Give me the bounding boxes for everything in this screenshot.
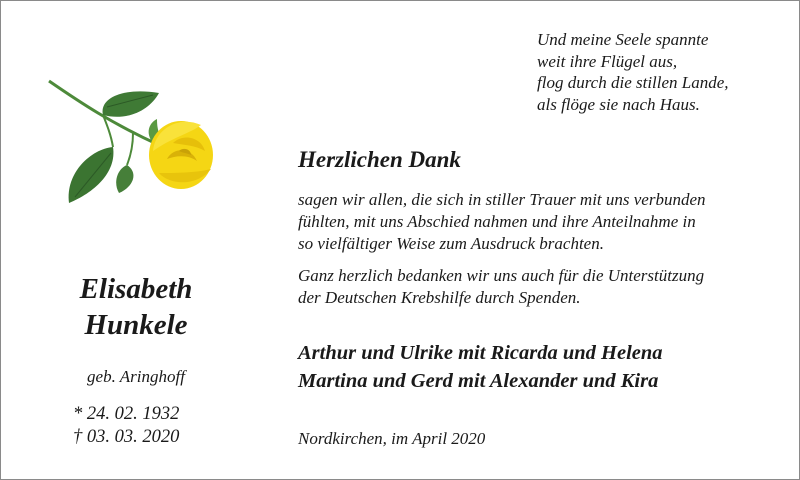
thanks-text bbox=[298, 189, 778, 255]
death-date: † 03. 03. 2020 bbox=[73, 427, 180, 447]
birth-date: * 24. 02. 1932 bbox=[73, 404, 180, 424]
thanks-heading: Herzlichen Dank bbox=[298, 147, 461, 172]
thanks-line: so vielfältiger Weise zum Ausdruck brachten. bbox=[298, 234, 604, 253]
donation-line: Ganz herzlich bedanken wir uns auch für die Unterstützung bbox=[298, 266, 705, 285]
deceased-name bbox=[41, 271, 231, 343]
poem-line: als flöge sie nach Haus. bbox=[537, 94, 700, 114]
yellow-rose-icon bbox=[41, 73, 226, 203]
family-signatures bbox=[298, 339, 778, 395]
donation-line: der Deutschen Krebshilfe durch Spenden. bbox=[298, 288, 581, 307]
poem bbox=[537, 29, 787, 115]
place-and-date: Nordkirchen, im April 2020 bbox=[298, 429, 486, 448]
thanks-line: fühlten, mit uns Abschied nahmen und ihre Anteilnahme in bbox=[298, 212, 696, 231]
life-dates bbox=[73, 403, 179, 449]
poem-line: Und meine Seele spannte bbox=[537, 30, 709, 49]
poem-line: flog durch die stillen Lande, bbox=[537, 73, 729, 92]
last-name: Hunkele bbox=[84, 309, 188, 341]
maiden-name: geb. Aringhoff bbox=[87, 367, 185, 386]
first-name: Elisabeth bbox=[79, 273, 193, 305]
thanks-line: sagen wir allen, die sich in stiller Trauer mit uns verbunden bbox=[298, 190, 706, 209]
family-line: Martina und Gerd mit Alexander und Kira bbox=[298, 370, 659, 392]
family-line: Arthur und Ulrike mit Ricarda und Helena bbox=[298, 342, 663, 364]
poem-line: weit ihre Flügel aus, bbox=[537, 51, 678, 71]
donation-text bbox=[298, 265, 778, 309]
